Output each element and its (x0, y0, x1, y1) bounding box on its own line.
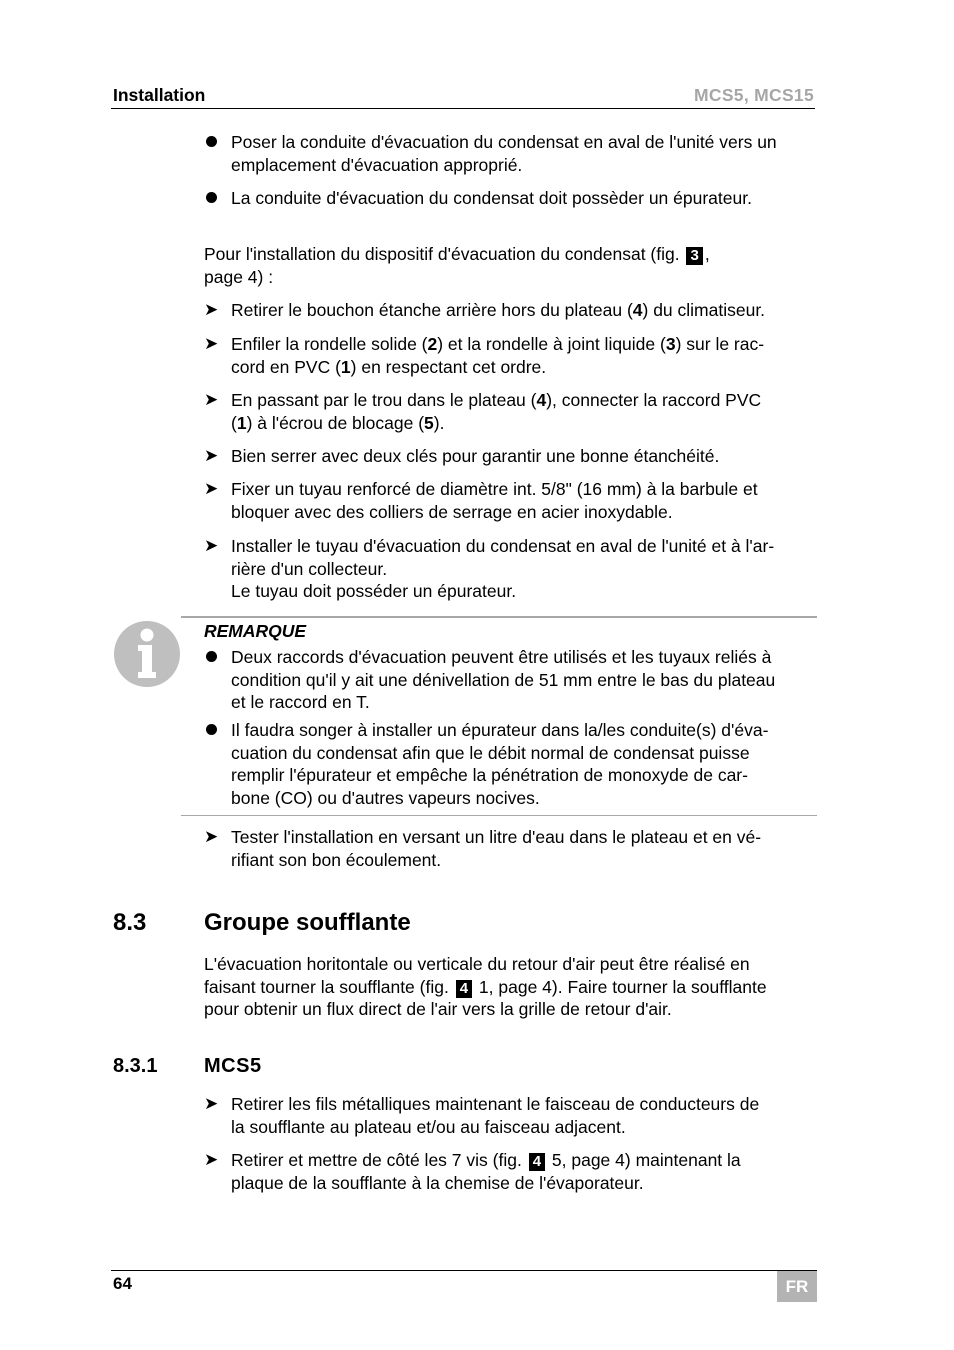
section-number: 8.3 (113, 909, 147, 936)
arrow-icon: ➤ (204, 1094, 219, 1113)
arrow-icon: ➤ (204, 1150, 219, 1169)
info-icon (113, 620, 181, 688)
figure-reference-badge: 4 (529, 1153, 545, 1171)
arrow-icon: ➤ (204, 390, 219, 409)
bullet-item (204, 187, 818, 210)
instruction-step: ➤ En passant par le trou dans le plateau (4), connecter la raccord PVC (1) à l'écrou de blocage (5). (204, 390, 762, 433)
footer-rule (111, 1270, 817, 1271)
running-header-section: Installation (113, 85, 206, 105)
running-header-model: MCS5, MCS15 (694, 85, 814, 105)
instruction-step: ➤ Enfiler la rondelle solide (2) et la rondelle à joint liquide (3) sur le rac- cord en PVC (1) en respectant cet ordre. (204, 334, 765, 377)
instruction-step: ➤ Retirer le bouchon étanche arrière hors du plateau (4) du climatiseur. (204, 300, 766, 320)
figure-reference-badge: 3 (686, 247, 702, 265)
instruction-step: ➤ Tester l'installation en versant un litre d'eau dans le plateau et en vé- rifiant son bon écoulement. (204, 827, 762, 870)
note-top-rule (181, 616, 817, 618)
bullet-dot-icon (206, 724, 217, 735)
note-bottom-rule (181, 815, 817, 816)
arrow-icon: ➤ (204, 536, 219, 555)
intro-paragraph: Pour l'installation du dispositif d'évacuation du condensat (fig. 3 , page 4) : (204, 244, 710, 287)
instruction-step: ➤ Bien serrer avec deux clés pour garantir une bonne étanchéité. (204, 446, 720, 466)
bullet-text: Poser la conduite d'évacuation du condensat en aval de l'unité vers un emplacement d'évacuation approprié. (231, 132, 777, 175)
bullet-dot-icon (206, 192, 217, 203)
arrow-icon: ➤ (204, 479, 219, 498)
bullet-dot-icon (206, 136, 217, 147)
note-bullet: Il faudra songer à installer un épurateur dans la/les conduite(s) d'éva- cuation du condensat afin que le débit normal de condensat puisse remplir l'épurateur et empêche la pénétration de monoxyde de car- bone (CO) ou d'autres vapeurs nocives. (204, 719, 818, 809)
instruction-step: ➤ Retirer et mettre de côté les 7 vis (fig. 4 5, page 4) maintenant la plaque de la soufflante à la chemise de l'évaporateur. (204, 1150, 741, 1193)
arrow-icon: ➤ (204, 446, 219, 465)
note-title: REMARQUE (204, 621, 307, 641)
header-rule (111, 108, 815, 109)
section-title: Groupe soufflante (204, 909, 411, 936)
bullet-dot-icon (206, 651, 217, 662)
language-badge: FR (777, 1271, 817, 1302)
instruction-step: ➤ Installer le tuyau d'évacuation du condensat en aval de l'unité et à l'ar- rière d'un collecteur. Le tuyau doit posséder un épurateur. (204, 536, 775, 601)
subsection-number: 8.3.1 (113, 1055, 158, 1077)
figure-reference-badge: 4 (456, 980, 472, 998)
arrow-icon: ➤ (204, 827, 219, 846)
arrow-icon: ➤ (204, 300, 219, 319)
bullet-text: La conduite d'évacuation du condensat doit possèder un épurateur. (231, 188, 752, 208)
bullet-item (204, 131, 818, 176)
arrow-icon: ➤ (204, 334, 219, 353)
subsection-title: MCS5 (204, 1055, 262, 1077)
note-bullet: Deux raccords d'évacuation peuvent être utilisés et les tuyaux reliés à condition qu'il y ait une dénivellation de 51 mm entre le bas du plateau et le raccord en T. (204, 646, 818, 714)
page-number: 64 (113, 1274, 132, 1293)
section-paragraph: L'évacuation horitontale ou verticale du retour d'air peut être réalisé en faisant tourner la soufflante (fig. 4 1, page 4). Faire tourner la soufflante pour obtenir un flux direct de l'air vers la grille de retour d'air. (204, 954, 767, 1019)
instruction-step: ➤ Retirer les fils métalliques maintenant le faisceau de conducteurs de la soufflante au plateau et/ou au faisceau adjacent. (204, 1094, 760, 1137)
instruction-step: ➤ Fixer un tuyau renforcé de diamètre int. 5/8" (16 mm) à la barbule et bloquer avec des colliers de serrage en acier inoxydable. (204, 479, 758, 522)
